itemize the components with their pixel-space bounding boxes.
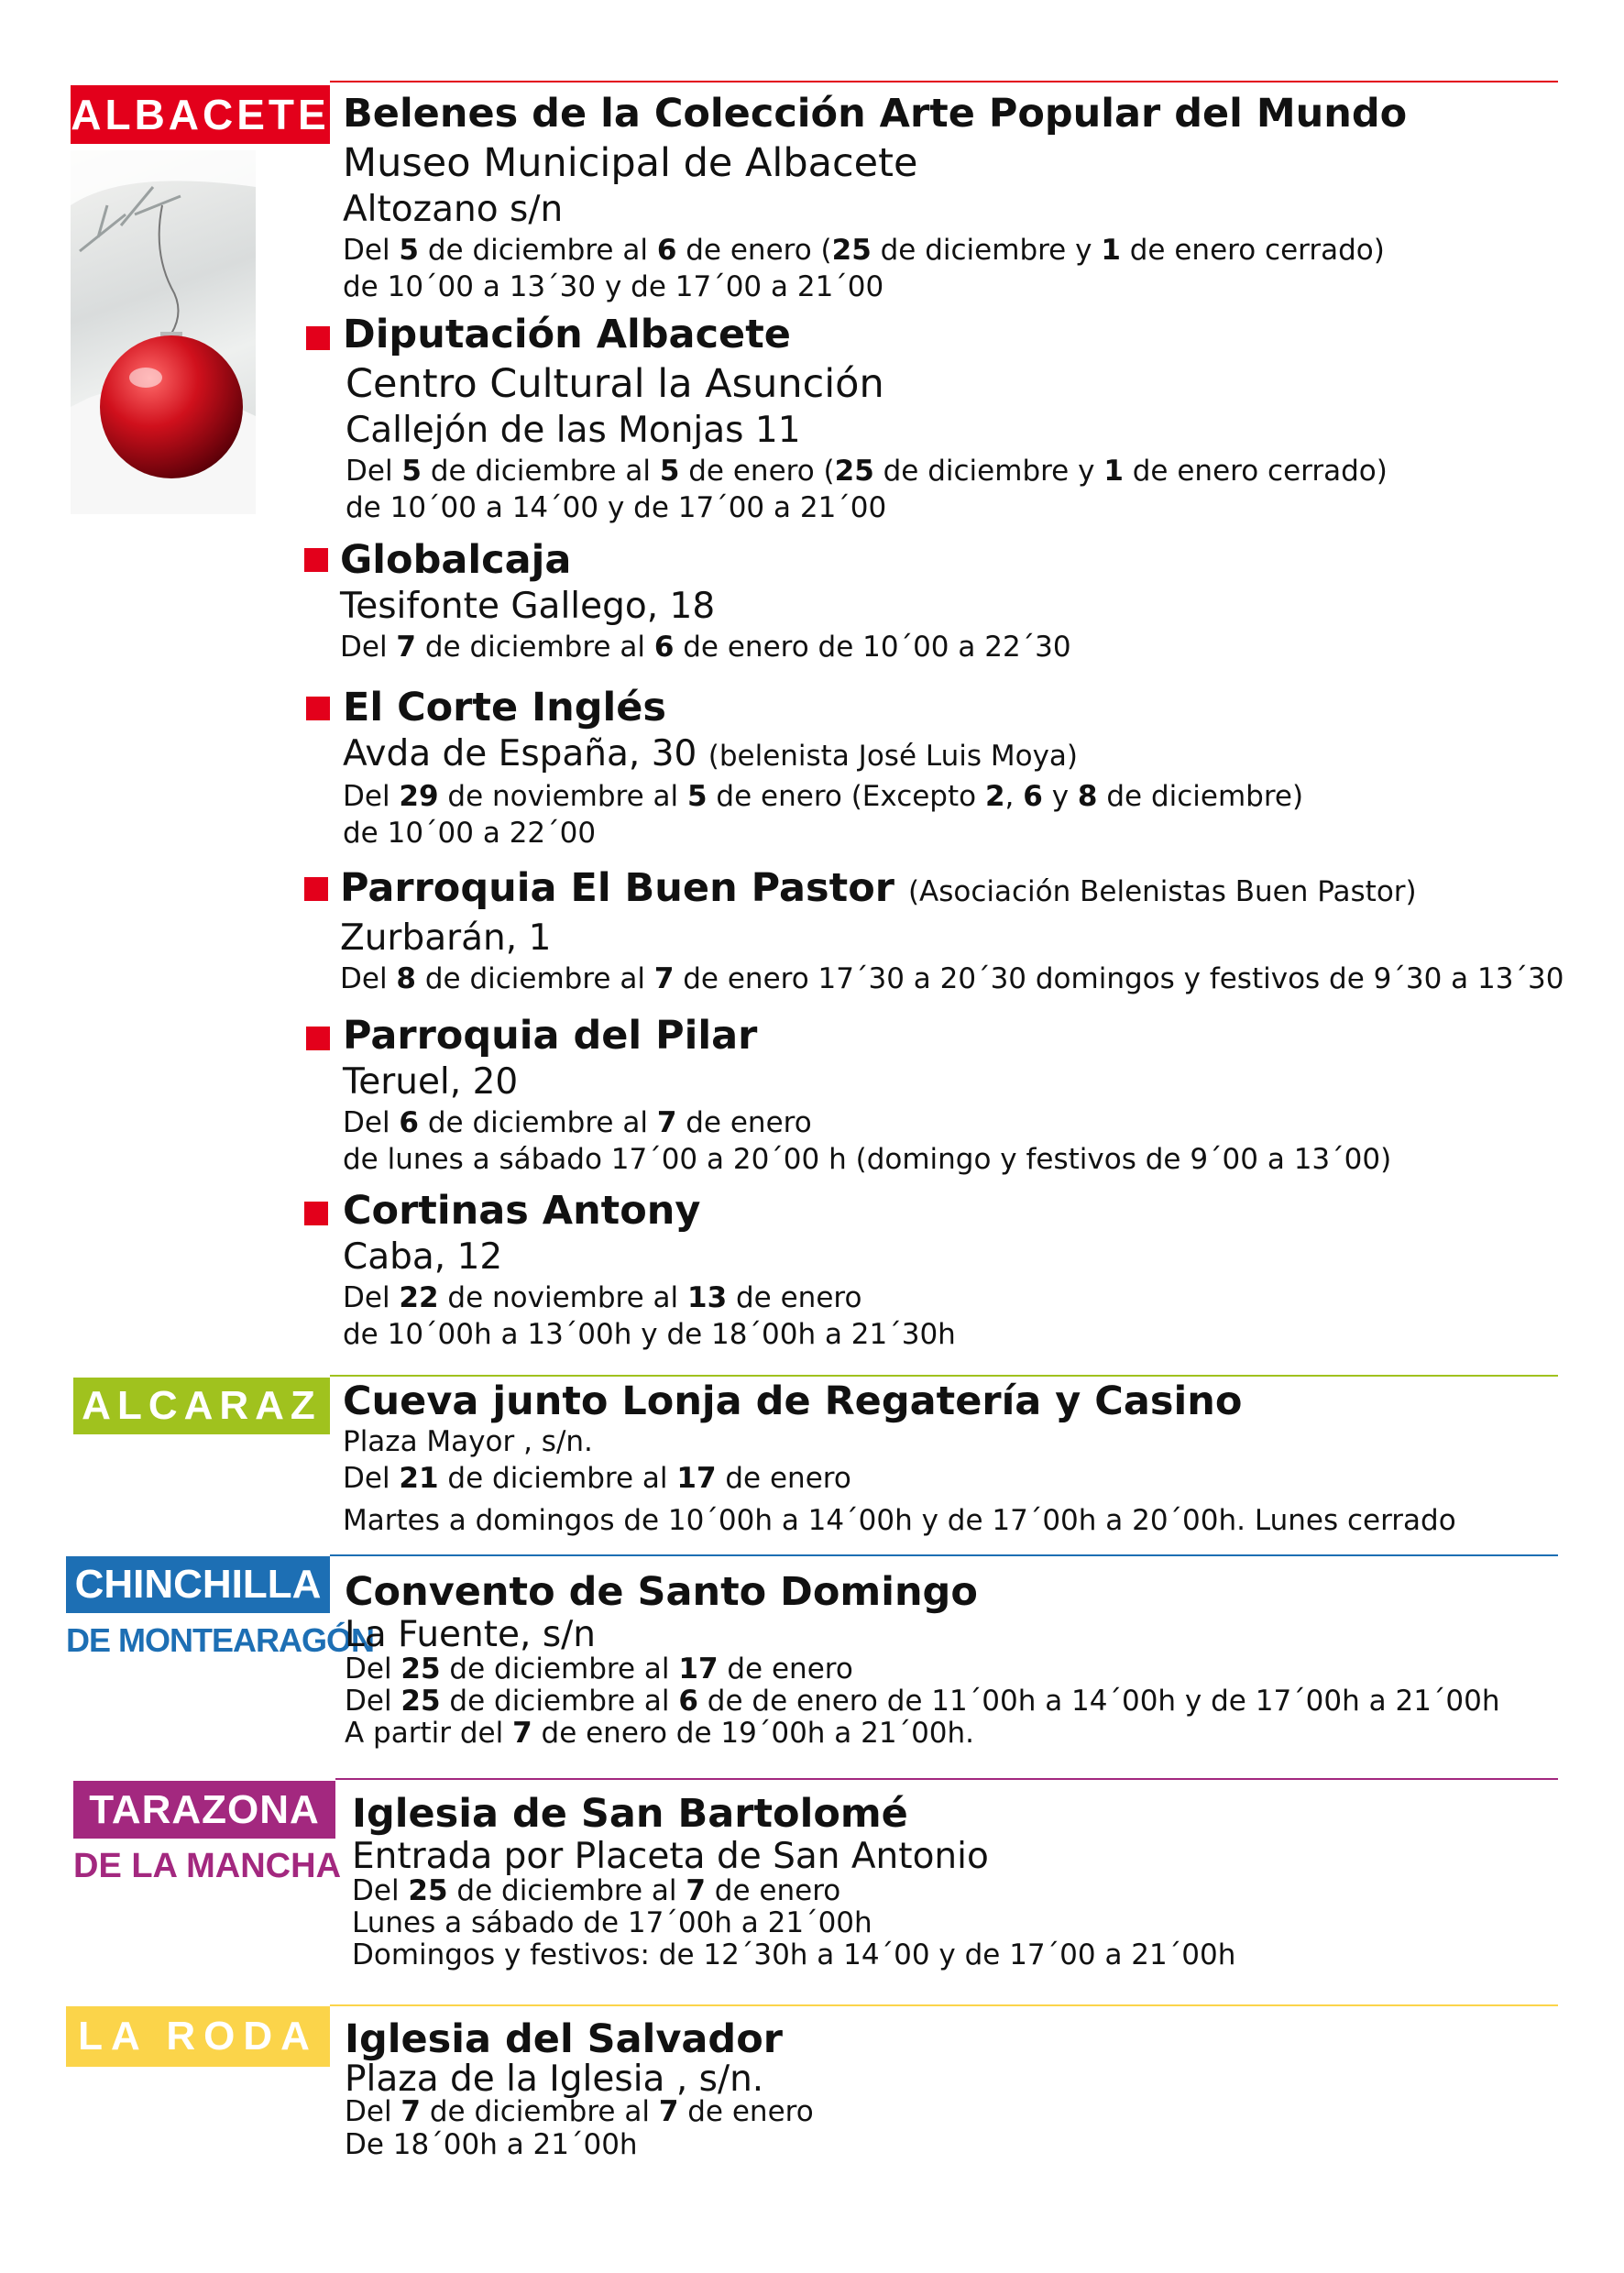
venue-title: Iglesia del Salvador [345,2016,783,2062]
schedule-line: Lunes a sábado de 17´00h a 21´00h [352,1906,872,1939]
red-square-bullet-icon [306,1027,330,1050]
venue-title: Convento de Santo Domingo [345,1569,978,1615]
venue-entry [340,863,1564,997]
venue-address: Callejón de las Monjas 11 [346,410,801,451]
venue-note: (Asociación Belenistas Buen Pastor) [907,875,1417,908]
schedule-line: Del 25 de diciembre al 7 de enero [352,1874,841,1907]
schedule-line: Del 5 de diciembre al 5 de enero (25 de diciembre y 1 de enero cerrado) [346,455,1388,488]
schedule-line: Del 29 de noviembre al 5 de enero (Excepto 2, 6 y 8 de diciembre) [343,780,1304,813]
schedule-line: De 18´00h a 21´00h [345,2128,638,2161]
venue-name: Centro Cultural la Asunción [346,361,884,407]
red-square-bullet-icon [304,1202,328,1225]
red-square-bullet-icon [304,548,328,572]
city-label-albacete: ALBACETE [71,85,330,144]
venue-address: Tesifonte Gallego, 18 [340,586,716,627]
schedule-line: de lunes a sábado 17´00 a 20´00 h (domingo y festivos de 9´00 a 13´00) [343,1143,1392,1176]
venue-address: Altozano s/n [343,189,564,230]
schedule-line: de 10´00 a 14´00 y de 17´00 a 21´00 [346,491,887,524]
chinchilla-rule [330,1554,1558,1556]
red-square-bullet-icon [306,697,330,720]
tarazona-rule [335,1778,1558,1780]
venue-title: Belenes de la Colección Arte Popular del Mundo [343,91,1408,137]
venue-entry [340,535,1071,665]
venue-title: Iglesia de San Bartolomé [352,1791,908,1837]
venue-entry [343,310,1388,526]
venue-address: Plaza de la Iglesia , s/n. [345,2059,764,2100]
schedule-line: Del 21 de diciembre al 17 de enero [343,1462,851,1495]
schedule-line: A partir del 7 de enero de 19´00h a 21´00h. [345,1717,975,1750]
schedule-line: Del 25 de diciembre al 6 de de enero de 11´00h a 14´00h y de 17´00h a 21´00h [345,1685,1500,1718]
venue-entry [343,1186,956,1353]
venue-title: Diputación Albacete [343,312,791,357]
schedule-line: Del 7 de diciembre al 6 de enero de 10´00 a 22´30 [340,631,1071,664]
venue-entry [343,89,1407,305]
schedule-line: de 10´00 a 22´00 [343,817,597,850]
albacete-rule [330,81,1558,82]
schedule-line: de 10´00 a 13´30 y de 17´00 a 21´00 [343,270,884,303]
venue-title: Cortinas Antony [343,1188,701,1234]
schedule-line: Del 5 de diciembre al 6 de enero (25 de diciembre y 1 de enero cerrado) [343,234,1385,267]
venue-entry [345,1567,1500,1750]
city-label-tarazona: TARAZONA [73,1781,335,1839]
city-label-alcaraz: ALCARAZ [73,1378,330,1434]
venue-address: Plaza Mayor , s/n. [343,1425,593,1458]
venue-title: Parroquia El Buen Pastor (Asociación Belenistas Buen Pastor) [340,865,1417,911]
venue-address: La Fuente, s/n [345,1614,597,1655]
schedule-line: Del 8 de diciembre al 7 de enero 17´30 a 20´30 domingos y festivos de 9´30 a 13´30 [340,962,1564,995]
venue-name: Museo Municipal de Albacete [343,140,918,186]
venue-address: Entrada por Placeta de San Antonio [352,1836,989,1877]
venue-entry [343,1011,1391,1178]
venue-title: Globalcaja [340,537,572,583]
schedule-line: Domingos y festivos: de 12´30h a 14´00 y de 17´00 a 21´00h [352,1938,1236,1971]
venue-address: Zurbarán, 1 [340,917,552,959]
red-square-bullet-icon [304,877,328,901]
venue-address: Teruel, 20 [343,1061,519,1103]
venue-title: El Corte Inglés [343,685,666,730]
city-sublabel-tarazona: DE LA MANCHA [73,1847,342,1885]
venue-title: Cueva junto Lonja de Regatería y Casino [343,1378,1243,1424]
christmas-ornament-photo [71,150,256,514]
city-label-la-roda: LA RODA [66,2006,330,2067]
ornament-illustration [71,150,256,514]
schedule-line: Del 6 de diciembre al 7 de enero [343,1106,812,1139]
venue-entry [343,1377,1456,1543]
city-sublabel-chinchilla: DE MONTEARAGÓN [66,1621,374,1659]
venue-note: (belenista José Luis Moya) [708,740,1079,773]
city-label-chinchilla: CHINCHILLA [66,1556,330,1613]
la-roda-rule [330,2004,1558,2006]
red-square-bullet-icon [306,326,330,350]
schedule-line: Del 25 de diciembre al 17 de enero [345,1653,853,1686]
venue-address: Caba, 12 [343,1236,503,1278]
venue-entry [352,1789,1235,1971]
schedule-line: Del 22 de noviembre al 13 de enero [343,1281,862,1314]
venue-address: Avda de España, 30 (belenista José Luis Moya) [343,733,1079,774]
venue-entry [343,683,1303,851]
schedule-line: de 10´00h a 13´00h y de 18´00h a 21´30h [343,1318,956,1351]
schedule-line: Del 7 de diciembre al 7 de enero [345,2095,814,2128]
schedule-line: Martes a domingos de 10´00h a 14´00h y de 17´00h a 20´00h. Lunes cerrado [343,1504,1456,1537]
venue-title: Parroquia del Pilar [343,1013,758,1059]
venue-entry [345,2015,814,2161]
